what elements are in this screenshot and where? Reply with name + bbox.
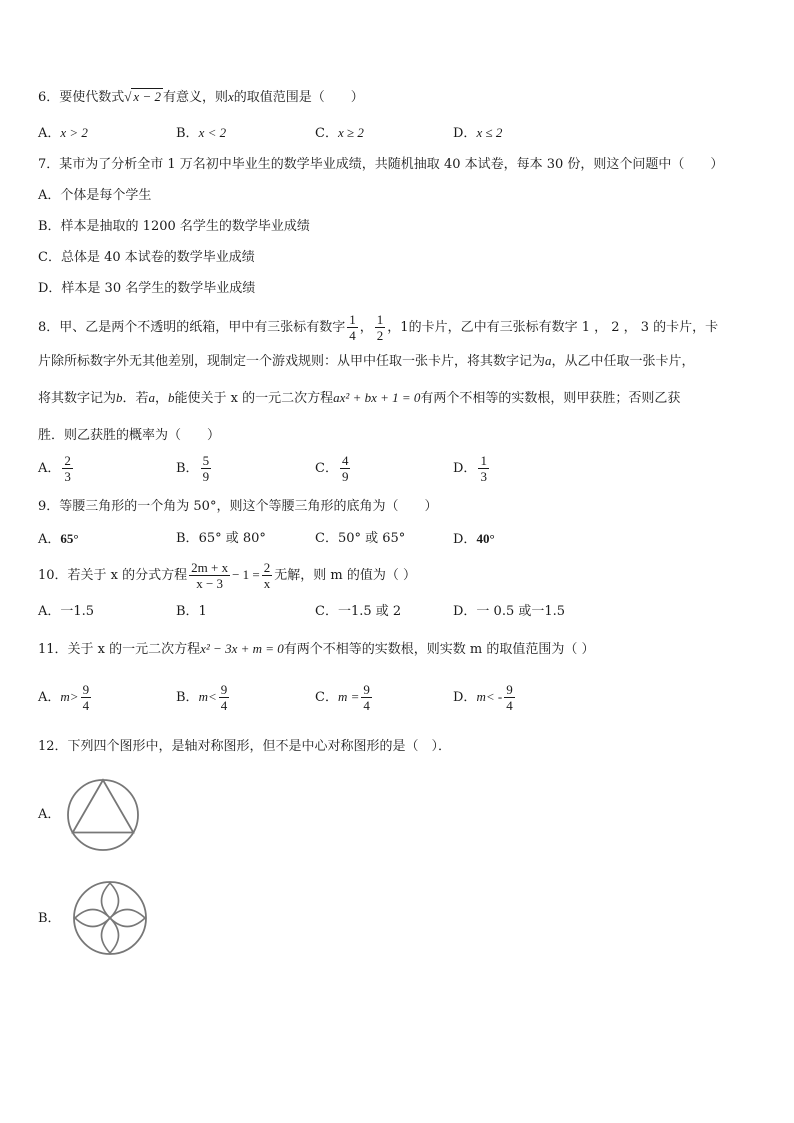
q6-stem: 6．要使代数式√ x − 2 有意义，则x的取值范围是（ ） [38, 89, 364, 105]
q8-option-c[interactable]: C． $\frac{4}{9}$ [315, 453, 349, 484]
q10-stem: 10．若关于 x 的分式方程 $\frac{2m + x}{x - 3}$ − 1 = $\frac{2}{x}$ 无解，则 m 的值为（ ） [38, 560, 416, 591]
q7-option-b[interactable]: B．样本是抽取的 1200 名学生的数学毕业成绩 [38, 219, 310, 234]
q11-option-a[interactable]: A．m> $\frac{9}{4}$ [38, 682, 90, 713]
q7-option-c[interactable]: C．总体是 40 本试卷的数学毕业成绩 [38, 250, 255, 265]
q11-option-d[interactable]: D．m< - $\frac{9}{4}$ [453, 682, 513, 713]
fraction-one-quarter: $\frac{1}{4}$ [349, 312, 356, 343]
q9-stem: 9．等腰三角形的一个角为 50°，则这个等腰三角形的底角为（ ） [38, 499, 438, 514]
q6-option-a[interactable]: A．x > 2 [38, 125, 88, 141]
q12-stem: 12．下列四个图形中，是轴对称图形，但不是中心对称图形的是（ ）． [38, 739, 452, 754]
q8-line-2: 片除所标数字外无其他差别，现制定一个游戏规则：从甲中任取一张卡片，将其数字记为a，从乙中任取一张卡片， [38, 353, 695, 369]
figure-a-circle [68, 780, 138, 850]
q9-option-b[interactable]: B．65° 或 80° [176, 531, 266, 546]
q8-option-d[interactable]: D． $\frac{1}{3}$ [453, 453, 487, 484]
q10-option-a[interactable]: A．一1.5 [38, 604, 95, 619]
sqrt-expression: √ x − 2 [124, 89, 161, 104]
q8-option-b[interactable]: B． $\frac{5}{9}$ [176, 453, 210, 484]
q10-option-c[interactable]: C．一1.5 或 2 [315, 604, 402, 619]
q11-equation: x² − 3x + m = 0 [200, 641, 284, 656]
q8-equation: ax² + bx + 1 = 0 [333, 390, 421, 405]
q6-option-d[interactable]: D．x ≤ 2 [453, 125, 503, 141]
q11-option-b[interactable]: B．m< $\frac{9}{4}$ [176, 682, 228, 713]
q7-stem: 7．某市为了分析全市 1 万名初中毕业生的数学毕业成绩，共随机抽取 40 本试卷，每本 30 份，则这个问题中（ ） [38, 157, 724, 172]
q12-option-b-label[interactable]: B． [38, 911, 61, 926]
circle-petals-figure[interactable] [72, 880, 148, 956]
q10-option-d[interactable]: D．一 0.5 或一1.5 [453, 604, 566, 619]
fraction-2-over-x: $\frac{2}{x}$ [263, 560, 271, 591]
q6-option-c[interactable]: C．x ≥ 2 [315, 125, 364, 141]
q6-option-b[interactable]: B．x < 2 [176, 125, 227, 141]
q7-option-a[interactable]: A．个体是每个学生 [38, 188, 152, 203]
q7-option-d[interactable]: D．样本是 30 名学生的数学毕业成绩 [38, 281, 256, 296]
q8-line-1: 8．甲、乙是两个不透明的纸箱，甲中有三张标有数字 $\frac{1}{4}$ ， $\frac{1}{2}$ ，1的卡片，乙中有三张标有数字 1 ， 2 ， 3 的卡片，卡 [38, 312, 719, 343]
q9-option-d[interactable]: D．40° [453, 531, 495, 547]
fraction-one-half: $\frac{1}{2}$ [376, 312, 384, 343]
q11-option-c[interactable]: C．m = $\frac{9}{4}$ [315, 682, 370, 713]
q9-option-a[interactable]: A．65° [38, 531, 79, 547]
fraction-2m-plus-x-over-x-minus-3: $\frac{2m + x}{x - 3}$ [191, 560, 229, 591]
circle-triangle-figure[interactable] [66, 778, 140, 852]
q8-line-4: 胜．则乙获胜的概率为（ ） [38, 428, 221, 443]
q12-option-a-label[interactable]: A． [38, 807, 61, 822]
q8-line-3: 将其数字记为b．若a，b能使关于 x 的一元二次方程ax² + bx + 1 = 0有两个不相等的实数根，则甲获胜；否则乙获 [38, 390, 681, 406]
q10-option-b[interactable]: B．1 [176, 604, 207, 619]
q9-option-c[interactable]: C．50° 或 65° [315, 531, 406, 546]
q8-option-a[interactable]: A． $\frac{2}{3}$ [38, 453, 71, 484]
q11-stem: 11．关于 x 的一元二次方程x² − 3x + m = 0有两个不相等的实数根，则实数 m 的取值范围为（ ） [38, 641, 595, 657]
